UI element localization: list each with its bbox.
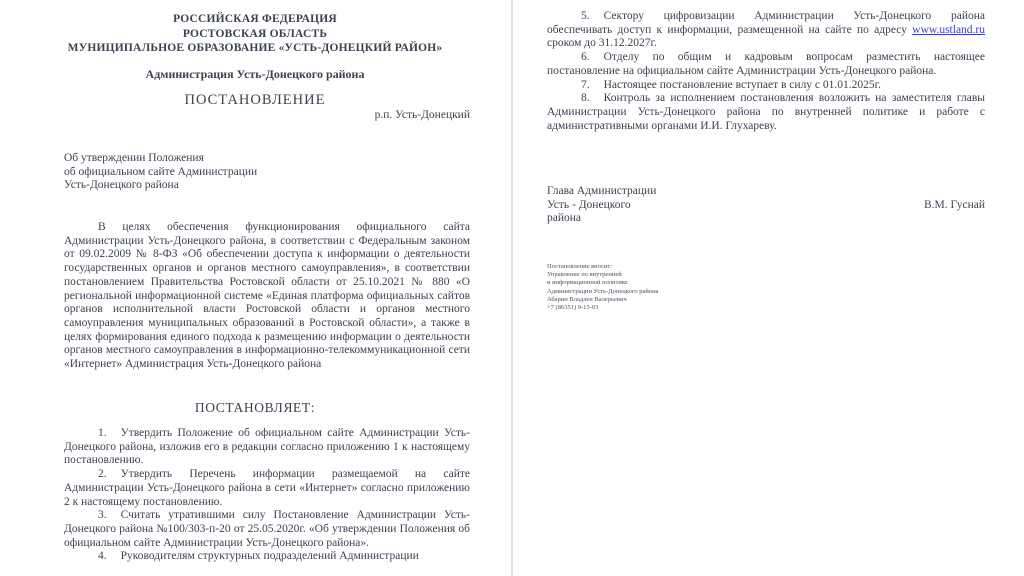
header-line-municipality: МУНИЦИПАЛЬНОЕ ОБРАЗОВАНИЕ «УСТЬ-ДОНЕЦКИЙ РАЙОН» bbox=[67, 42, 443, 54]
resolution-item-4 bbox=[64, 550, 470, 564]
item-text: Отделу по общим и кадровым вопросам разместить настоящее постановление на официальном сайте Администрации Усть-Донецкого района. bbox=[547, 51, 985, 77]
item-text: Утвердить Перечень информации размещаемой на сайте Администрации Усть-Донецкого района в сети «Интернет» согласно приложению 2 к настоящему постановлению. bbox=[64, 468, 470, 508]
item-number: 1. bbox=[98, 427, 107, 439]
subject-line-2: об официальном сайте Администрации bbox=[64, 165, 258, 178]
document-page-2 bbox=[513, 0, 1024, 576]
document-subject bbox=[64, 152, 470, 193]
header-line-region: РОСТОВСКАЯ ОБЛАСТЬ bbox=[182, 27, 328, 40]
footnote-line-2: Управление по внутренней bbox=[547, 271, 622, 279]
resolves-heading: ПОСТАНОВЛЯЕТ: bbox=[194, 400, 316, 415]
item-text: Руководителям структурных подразделений Администрации bbox=[120, 550, 419, 563]
footnote-line-4: Администрации Усть-Донецкого района bbox=[547, 287, 659, 295]
document-header bbox=[30, 12, 480, 56]
resolution-items-1-4 bbox=[64, 427, 470, 564]
ustland-site-link[interactable]: www.ustland.ru bbox=[912, 23, 985, 36]
resolution-item-2 bbox=[64, 468, 470, 509]
header-line-federation: РОССИЙСКАЯ ФЕДЕРАЦИЯ bbox=[173, 13, 337, 25]
signature-row bbox=[547, 199, 985, 213]
document-type-title: ПОСТАНОВЛЕНИЕ bbox=[184, 92, 326, 108]
footnote-line-5: Абарин Владлен Валерьевич bbox=[547, 295, 627, 303]
item-number: 3. bbox=[98, 509, 107, 522]
signature-block bbox=[547, 185, 985, 226]
subject-line-1: Об утверждении Положения bbox=[64, 152, 204, 164]
resolution-items-5-8 bbox=[547, 10, 985, 133]
resolution-item-7 bbox=[547, 79, 985, 93]
footnote-line-1: Постановление вносит: bbox=[547, 263, 613, 270]
item-text: Контроль за исполнением постановления возложить на заместителя главы Администрации Усть-Донецкого района по внутренней политике и работе с административными органами И.И. Глухареву. bbox=[547, 92, 985, 132]
signatory-name: В.М. Гуснай bbox=[924, 198, 985, 211]
item-text: Настоящее постановление вступает в силу с 01.01.2025г. bbox=[603, 78, 881, 91]
item-number: 2. bbox=[98, 468, 107, 481]
subject-line-3: Усть-Донецкого района bbox=[64, 179, 179, 192]
item-number: 6. bbox=[581, 51, 590, 64]
signature-title-line-1: Глава Администрации bbox=[547, 185, 657, 197]
item-number: 8. bbox=[581, 92, 590, 105]
submitter-footnote bbox=[547, 263, 807, 312]
preamble-paragraph: В целях обеспечения функционирования официального сайта Администрации Усть-Донецкого района, в соответствии с Федеральным законом от 09.02.2009 № 8-ФЗ «Об обеспечении доступа к информации о деятельности государственных органов и органов местного самоуправления», в соответствии постановлением Правительства Ростовской области от 25.10.2021 № 880 «О региональной информационной системе «Единая платформа официальных сайтов органов исполнительной власти Ростовской области и органов местного самоуправления муниципальных образований в Ростовской области», а также в целях формирования единого подхода к размещению информации о деятельности органов местного самоуправления в информационно-телекоммуникационной сети «Интернет» Администрация Усть-Донецкого района bbox=[64, 221, 470, 371]
item-number: 5. bbox=[581, 10, 590, 22]
footnote-line-3: и информационной политике bbox=[547, 279, 628, 287]
signature-title-line-2: Усть - Донецкого bbox=[547, 198, 631, 211]
organization-name: Администрация Усть-Донецкого района bbox=[145, 67, 365, 81]
item-text: Сектору цифровизации Администрации Усть-Донецкого района обеспечивать доступ к информации, размещенной на сайте по адресу bbox=[547, 10, 985, 36]
resolution-item-8 bbox=[547, 92, 985, 133]
item-text: сроком до 31.12.2027г. bbox=[547, 37, 657, 50]
resolution-item-3 bbox=[64, 509, 470, 550]
item-number: 7. bbox=[581, 78, 590, 91]
footnote-phone: +7 (86351) 9-15-03 bbox=[547, 304, 599, 312]
resolution-item-6 bbox=[547, 51, 985, 78]
item-text: Утвердить Положение об официальном сайте Администрации Усть-Донецкого района, изложив его в редакции согласно приложению 1 к настоящему постановлению. bbox=[64, 427, 470, 467]
signature-title-line-3: района bbox=[547, 212, 582, 225]
document-page-1 bbox=[0, 0, 511, 576]
item-text: Считать утратившими силу Постановление Администрации Усть-Донецкого района №100/303-п-20 от 25.05.2020г. «Об утверждении Положения об официальном сайте Администрации Усть-Донецкого района». bbox=[64, 509, 470, 549]
resolution-item-5 bbox=[547, 10, 985, 51]
resolution-item-1 bbox=[64, 427, 470, 468]
document-place: р.п. Усть-Донецкий bbox=[374, 109, 470, 121]
item-number: 4. bbox=[98, 550, 107, 563]
